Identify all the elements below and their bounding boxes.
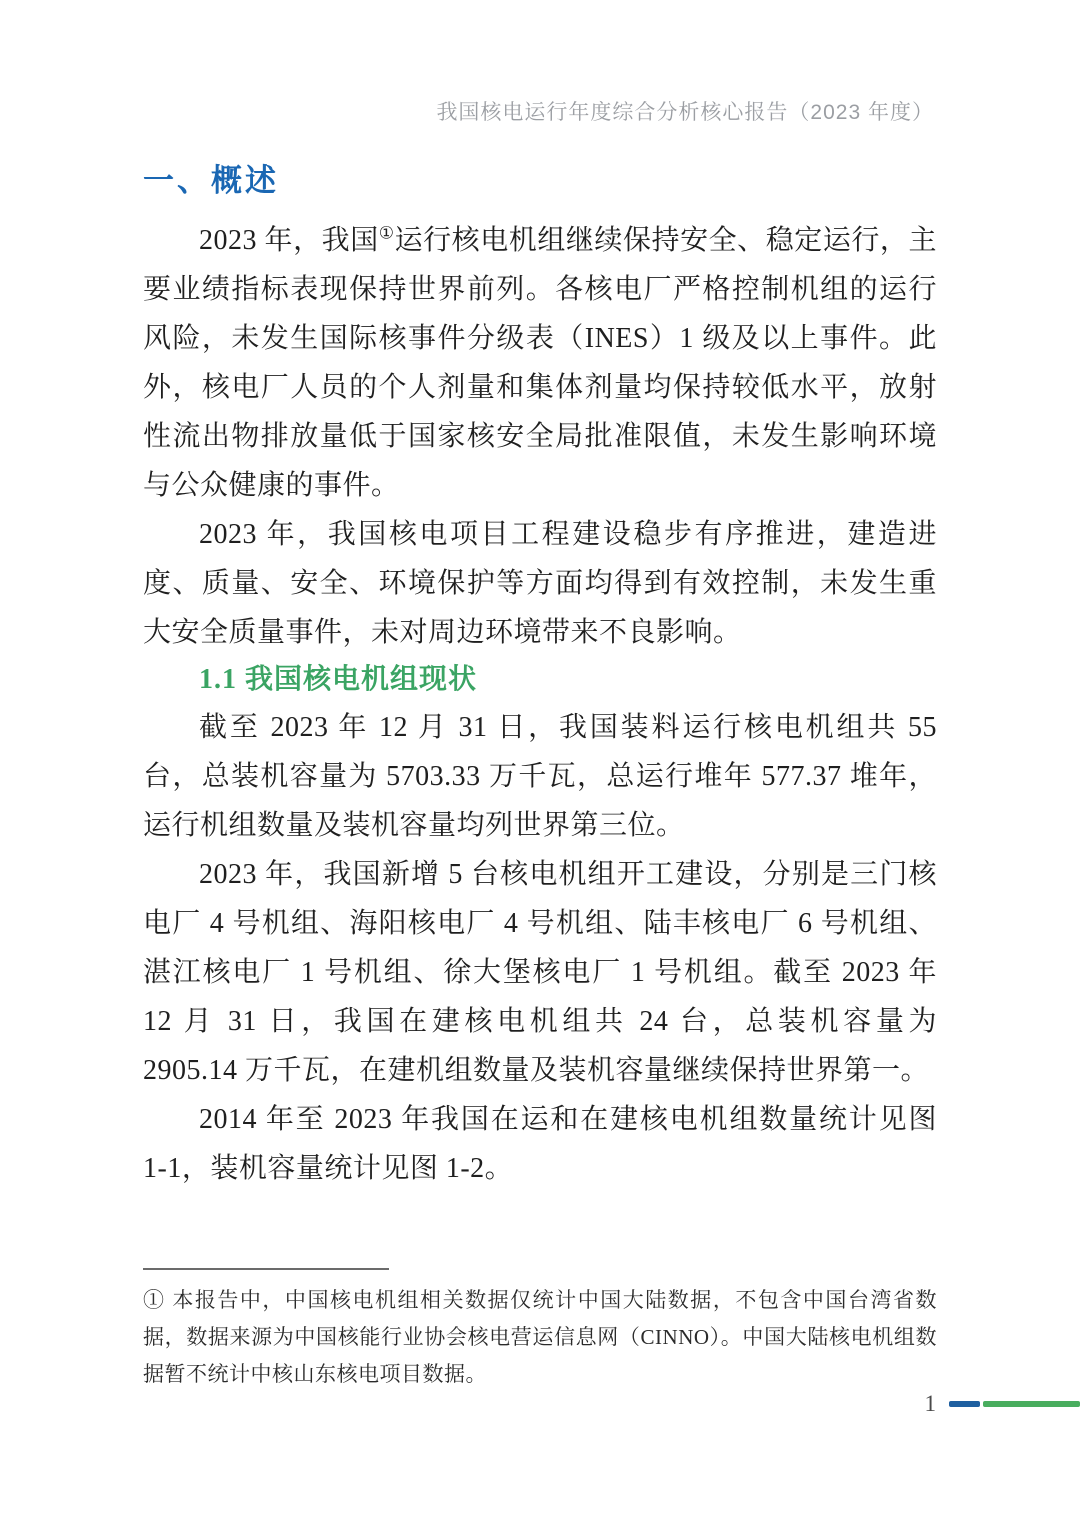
footnote-separator-line [143,1268,389,1270]
footnote-body: 本报告中，中国核电机组相关数据仅统计中国大陆数据，不包含中国台湾省数据，数据来源为中国核能行业协会核电营运信息网（CINNO）。中国大陆核电机组数据暂不统计中核山东核电项目数据。 [143,1288,938,1386]
page-number: 1 [924,1391,936,1416]
paragraph-1-text-after-ref: 运行核电机组继续保持安全、稳定运行，主要业绩指标表现保持世界前列。各核电厂严格控制机组的运行风险，未发生国际核事件分级表（INES）1 级及以上事件。此外，核电厂人员的个人剂量和集体剂量均保持较低水平，放射性流出物排放量低于国家核安全局批准限值，未发生影响环境与公众健康的事件。 [143,225,937,501]
paragraph-1-text-before-ref: 2023 年，我国 [199,225,379,256]
paragraph-units-status-2: 2023 年，我国新增 5 台核电机组开工建设，分别是三门核电厂 4 号机组、海阳核电厂 4 号机组、陆丰核电厂 6 号机组、湛江核电厂 1 号机组、徐大堡核电厂 1 号机组。截至 2023 年 12 月 31 日，我国在建核电机组共 24 台，总装机容量为 2905.14 万千瓦，在建机组数量及装机容量继续保持世界第一。 [143,859,937,1086]
paragraph-overview-2: 2023 年，我国核电项目工程建设稳步有序推进，建造进度、质量、安全、环境保护等方面均得到有效控制，未发生重大安全质量事件，未对周边环境带来不良影响。 [143,519,937,648]
subsection-heading: 1.1 我国核电机组现状 [199,664,478,695]
content-area [143,155,937,1193]
footnote-reference-marker: ① [378,223,395,243]
section-heading: 一、概述 [143,163,279,198]
footer-blue-bar [949,1401,980,1407]
paragraph-overview-1 [143,216,937,510]
footnote-block [143,1268,937,1393]
paragraph-units-status-1: 截至 2023 年 12 月 31 日，我国装料运行核电机组共 55 台，总装机容量为 5703.33 万千瓦，总运行堆年 577.37 堆年，运行机组数量及装机容量均列世界第三位。 [143,712,937,841]
footnote-marker: ① [143,1288,166,1312]
footnote-text [143,1282,937,1393]
footer-green-bar [983,1401,1080,1407]
paragraph-figure-reference: 2014 年至 2023 年我国在运和在建核电机组数量统计见图 1-1，装机容量统计见图 1-2。 [143,1104,937,1184]
running-header: 我国核电运行年度综合分析核心报告（2023 年度） [436,101,934,124]
page-footer [925,1392,1080,1415]
